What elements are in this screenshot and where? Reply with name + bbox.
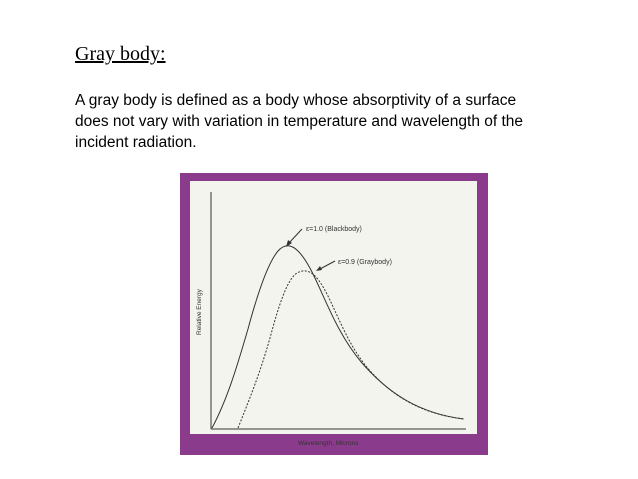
figure-svg [180,173,488,455]
x-axis-label: Wavelength, Microns [298,440,359,447]
y-axis-label: Relative Energy [196,289,203,335]
slide-heading: Gray body: [75,43,166,65]
blackbody-graybody-figure [180,173,488,455]
definition-text: A gray body is defined as a body whose absorptivity of a surface does not vary with variation in temperature and wavelength of the incident radiation. [75,92,524,151]
blackbody-annotation: ε=1.0 (Blackbody) [306,226,362,233]
graybody-annotation: ε=0.9 (Graybody) [338,259,392,266]
plot-background [190,181,477,434]
